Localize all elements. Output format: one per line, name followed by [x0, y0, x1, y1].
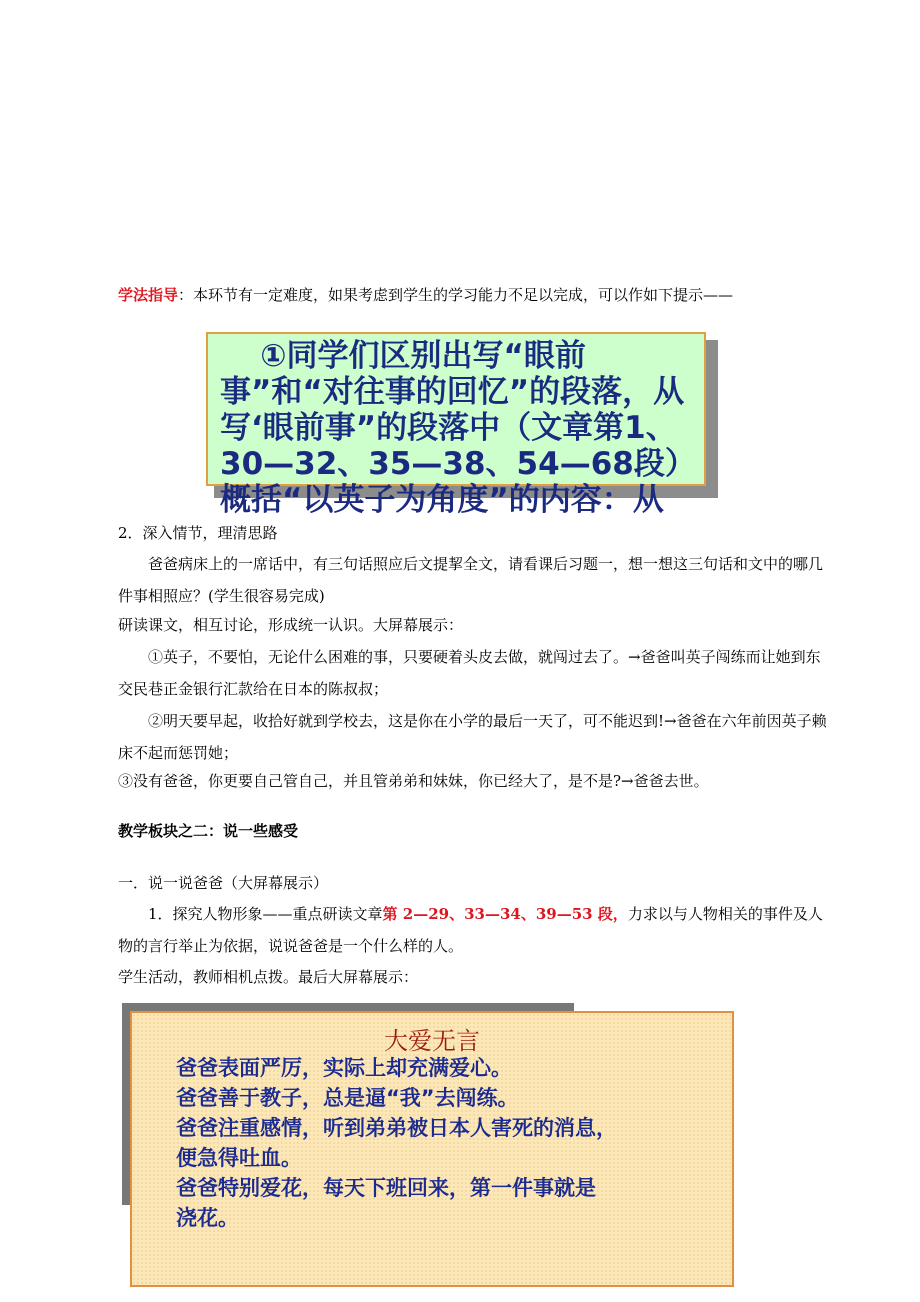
section2-item3: ③没有爸爸，你更要自己管自己，并且管弟弟和妹妹，你已经大了，是不是?→爸爸去世。 [118, 772, 709, 790]
block2-p1-before: 1．探究人物形象——重点研读文章 [148, 905, 383, 923]
study-guide-label: 学法指导 [118, 286, 179, 304]
block2-p1-red: 第 2—29、33—34、39—53 段， [382, 905, 628, 923]
slide1-box [206, 332, 706, 518]
study-guide-line [118, 284, 733, 306]
slide2-title: 大爱无言 [384, 1027, 480, 1055]
slide2-line: 浇花。 [176, 1206, 239, 1230]
section2-para2: 研读课文，相互讨论，形成统一认识。大屏幕展示： [118, 616, 464, 634]
slide2-box [130, 1011, 734, 1287]
block2-heading: 教学板块之二：说一些感受 [118, 822, 299, 840]
section2-para1-text: 爸爸病床上的一席话中，有三句话照应后文提挈全文，请看课后习题一，想一想这三句话和文中的哪几件事相照应？(学生很容易完成) [118, 555, 824, 605]
slide2-lines [176, 1053, 716, 1233]
section2-item2-text: ②明天要早起，收拾好就到学校去，这是你在小学的最后一天了，可不能迟到!→爸爸在六年前因英子赖床不起而惩罚她； [118, 712, 827, 762]
slide2-line: 爸爸注重感情，听到弟弟被日本人害死的消息， [176, 1116, 617, 1140]
block2-p2: 学生活动，教师相机点拨。最后大屏幕展示： [118, 968, 419, 986]
section2-heading: 2．深入情节，理清思路 [118, 524, 278, 542]
study-guide-text: ：本环节有一定难度，如果考虑到学生的学习能力不足以完成，可以作如下提示—— [178, 286, 734, 304]
slide2-line: 爸爸善于教子，总是逼“我”去闯练。 [176, 1086, 519, 1110]
block2-p1 [118, 898, 834, 962]
section2-para1 [118, 548, 834, 612]
slide2-line: 便急得吐血。 [176, 1146, 302, 1170]
section2-item1 [118, 641, 834, 705]
section2-item2 [118, 705, 834, 769]
slide2-line: 爸爸表面严厉，实际上却充满爱心。 [176, 1056, 512, 1080]
block2-sub: 一．说一说爸爸（大屏幕展示） [118, 874, 329, 892]
section2-item1-text: ①英子，不要怕，无论什么困难的事，只要硬着头皮去做，就闯过去了。→爸爸叫英子闯练而让她到东交民巷正金银行汇款给在日本的陈叔叔； [118, 648, 821, 698]
block2-p1-after: 力求以与人物相关的事件及人物的言行举止为依据，说说爸爸是一个什么样的人。 [118, 905, 823, 955]
slide2-line: 爸爸特别爱花，每天下班回来，第一件事就是 [176, 1176, 596, 1200]
slide1-text: ①同学们区别出写“眼前事”和“对往事的回忆”的段落，从写‘眼前事”的段落中（文章第1、30—32、35—38、54—68段）概括“以英子为角度”的内容：从 [220, 338, 696, 518]
